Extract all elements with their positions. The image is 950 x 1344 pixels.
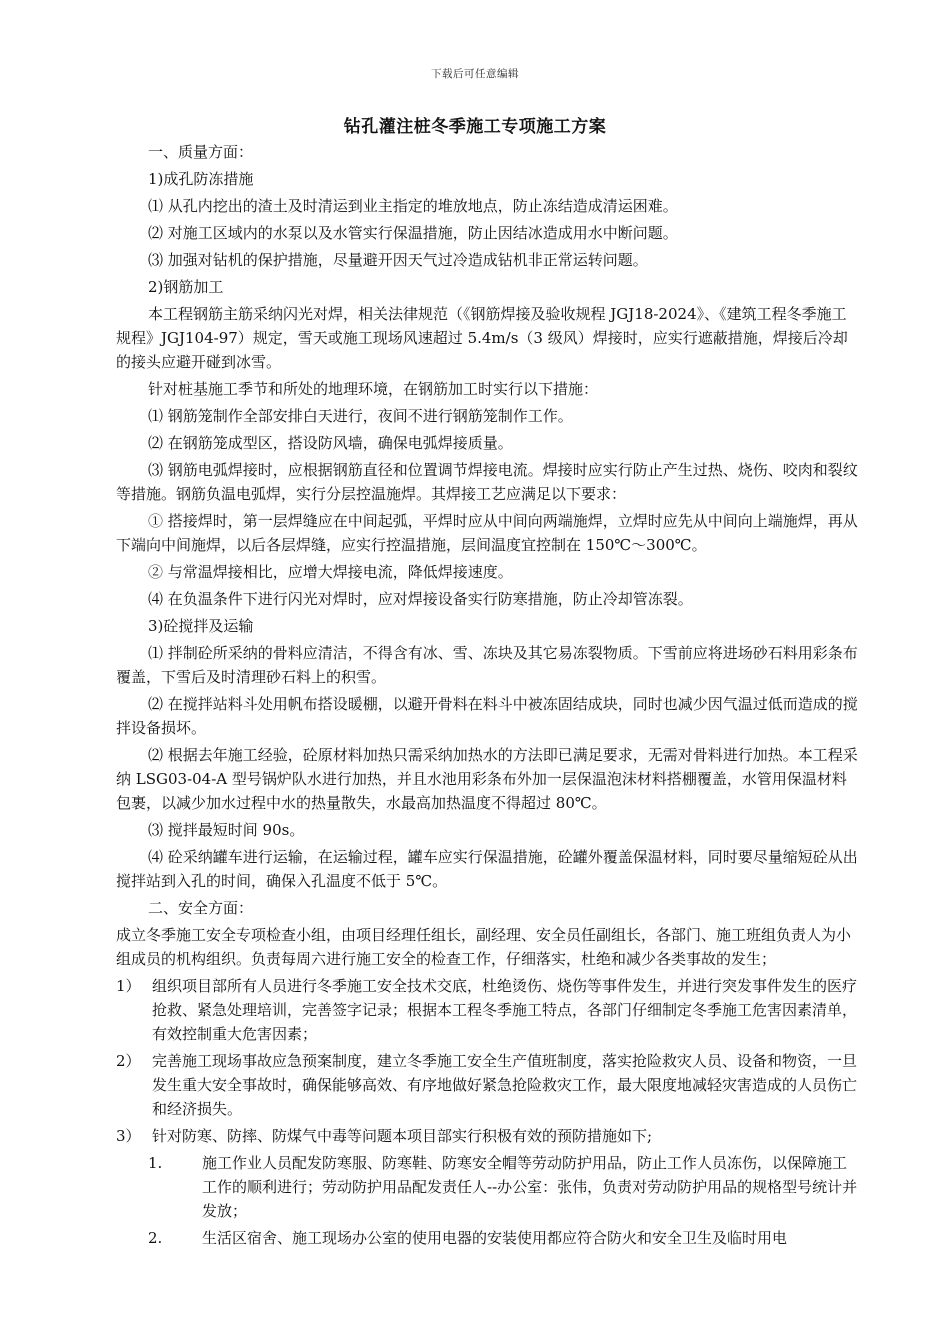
paragraph: ⑶ 钢筋电弧焊接时，应根据钢筋直径和位置调节焊接电流。焊接时应实行防止产生过热、烧伤、咬肉和裂纹等措施。钢筋负温电弧焊，实行分层控温施焊。其焊接工艺应满足以下要求： [116,461,858,503]
paragraph: 针对桩基施工季节和所处的地理环境，在钢筋加工时实行以下措施： [148,380,599,398]
list-text: 生活区宿舍、施工现场办公室的使用电器的安装使用都应符合防火和安全卫生及临时用电 [202,1229,788,1247]
paragraph: ⑶ 加强对钻机的保护措施，尽量避开因天气过冷造成钻机非正常运转问题。 [148,251,648,269]
list-item [116,974,860,1046]
paragraph: ⑵ 对施工区域内的水泵以及水管实行保温措施，防止因结冰造成用水中断问题。 [148,224,678,242]
list-number: 2） [116,1052,141,1070]
sub-list-item [116,1151,860,1223]
list-item [116,1049,860,1121]
paragraph: ⑵ 在钢筋笼成型区，搭设防风墙，确保电弧焊接质量。 [148,434,513,452]
document-body [116,140,860,1253]
document-title: 钻孔灌注桩冬季施工专项施工方案 [343,117,607,137]
list-text: 施工作业人员配发防寒服、防寒鞋、防寒安全帽等劳动防护用品，防止工作人员冻伤，以保障施工工作的顺利进行；劳动防护用品配发责任人--办公室：张伟，负责对劳动防护用品的规格型号统计并发放； [202,1154,858,1220]
paragraph: ② 与常温焊接相比，应增大焊接电流，降低焊接速度。 [148,563,513,581]
paragraph: ⑴ 拌制砼所采纳的骨料应清洁，不得含有冰、雪、冻块及其它易冻裂物质。下雪前应将进场砂石料用彩条布覆盖，下雪后及时清理砂石料上的积雪。 [116,644,858,686]
page-header: 下载后可任意编辑 [431,68,519,80]
list-text: 完善施工现场事故应急预案制度，建立冬季施工安全生产值班制度，落实抢险救灾人员、设备和物资，一旦发生重大安全事故时，确保能够高效、有序地做好紧急抢险救灾工作，最大限度地减轻灾害造成的人员伤亡和经济损失。 [152,1052,858,1118]
subsection-heading-concrete: 3)砼搅拌及运输 [148,617,254,635]
list-number: 2. [148,1229,163,1247]
list-number: 3） [116,1127,141,1145]
paragraph: 本工程钢筋主筋采纳闪光对焊，相关法律规范（《钢筋焊接及验收规程 JGJ18-2024》、《建筑工程冬季施工规程》JGJ104-97）规定，雪天或施工现场风速超过 5.4m/s（3 级风）焊接时，应实行遮蔽措施，焊接后冷却的接头应避开碰到冰雪。 [116,305,848,371]
paragraph: ⑴ 从孔内挖出的渣土及时清运到业主指定的堆放地点，防止冻结造成清运困难。 [148,197,678,215]
sub-list-item [116,1226,860,1250]
paragraph: 成立冬季施工安全专项检查小组，由项目经理任组长，副经理、安全员任副组长，各部门、施工班组负责人为小组成员的机构组织。负责每周六进行施工安全的检查工作，仔细落实，杜绝和减少各类事故的发生； [116,926,852,968]
list-text: 针对防寒、防摔、防煤气中毒等问题本项目部实行积极有效的预防措施如下; [152,1127,653,1145]
paragraph: ⑵ 在搅拌站料斗处用帆布搭设暖棚，以避开骨料在料斗中被冻固结成块，同时也减少因气温过低而造成的搅拌设备损坏。 [116,695,858,737]
section-heading-safety: 二、安全方面： [148,899,254,917]
paragraph: ① 搭接焊时，第一层焊缝应在中间起弧，平焊时应从中间向两端施焊，立焊时应先从中间向上端施焊，再从下端向中间施焊，以后各层焊缝，应实行控温措施，层间温度宜控制在 150℃～300℃。 [116,512,858,554]
paragraph: ⑷ 在负温条件下进行闪光对焊时，应对焊接设备实行防寒措施，防止冷却管冻裂。 [148,590,693,608]
list-number: 1. [148,1154,163,1172]
section-heading-quality: 一、质量方面： [148,143,254,161]
paragraph: ⑵ 根据去年施工经验，砼原材料加热只需采纳加热水的方法即已满足要求，无需对骨料进行加热。本工程采纳 LSG03-04-A 型号锅炉队水进行加热，并且水池用彩条布外加一层保温泡沫材料搭棚覆盖，水管用保温材料包裹，以减少加水过程中水的热量散失，水最高加热温度不得超过 80℃。 [116,746,858,812]
list-text: 组织项目部所有人员进行冬季施工安全技术交底，杜绝烫伤、烧伤等事件发生，并进行突发事件发生的医疗抢救、紧急处理培训，完善签字记录；根据本工程冬季施工特点，各部门仔细制定冬季施工危害因素清单，有效控制重大危害因素； [152,977,858,1043]
list-number: 1） [116,977,141,995]
paragraph: ⑶ 搅拌最短时间 90s。 [148,821,305,839]
paragraph: ⑷ 砼采纳罐车进行运输，在运输过程，罐车应实行保温措施，砼罐外覆盖保温材料，同时要尽量缩短砼从出搅拌站到入孔的时间，确保入孔温度不低于 5℃。 [116,848,858,890]
subsection-heading-rebar: 2)钢筋加工 [148,278,224,296]
paragraph: ⑴ 钢筋笼制作全部安排白天进行，夜间不进行钢筋笼制作工作。 [148,407,573,425]
list-item [116,1124,860,1148]
subsection-heading-hole: 1)成孔防冻措施 [148,170,254,188]
